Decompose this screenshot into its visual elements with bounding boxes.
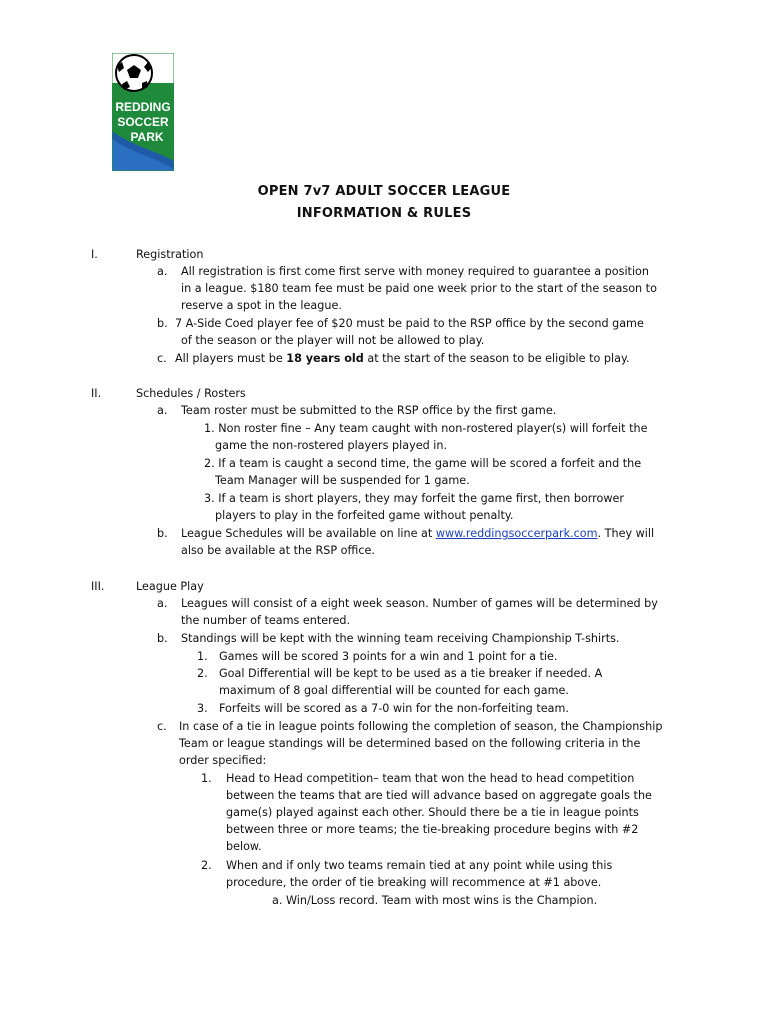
- rule-text: Team roster must be submitted to the RSP office by the first game.: [181, 404, 557, 417]
- document-title: OPEN 7v7 ADULT SOCCER LEAGUE: [257, 184, 511, 199]
- logo-graphic: [112, 53, 174, 171]
- item-marker: b.: [157, 317, 168, 330]
- rule-text: League Schedules will be available on line at www.reddingsoccerpark.com. They will: [181, 527, 655, 540]
- item-marker: 2.: [201, 859, 212, 872]
- item-marker: 1.: [197, 650, 208, 663]
- section-heading: League Play: [136, 580, 204, 593]
- item-marker: c.: [157, 352, 167, 365]
- item-marker: c.: [157, 720, 167, 733]
- section-heading: Schedules / Rosters: [136, 387, 246, 400]
- rule-text: below.: [226, 840, 262, 853]
- svg-text:PARK: PARK: [130, 130, 164, 144]
- rule-text: a. Win/Loss record. Team with most wins is the Champion.: [272, 894, 598, 907]
- rule-text: order specified:: [179, 754, 267, 767]
- svg-text:SOCCER: SOCCER: [117, 115, 169, 129]
- rule-text: Leagues will consist of a eight week season. Number of games will be determined by: [181, 597, 658, 610]
- item-marker: a.: [157, 404, 168, 417]
- rule-text: 1. Non roster fine – Any team caught with non-rostered player(s) will forfeit the: [204, 422, 648, 435]
- rule-text: 7 A-Side Coed player fee of $20 must be paid to the RSP office by the second game: [175, 317, 644, 330]
- soccer-ball-icon: [116, 55, 152, 91]
- section-heading: Registration: [136, 248, 204, 261]
- rule-text: When and if only two teams remain tied at any point while using this: [226, 859, 613, 872]
- rule-text: 2. If a team is caught a second time, the game will be scored a forfeit and the: [204, 457, 642, 470]
- rule-text: the number of teams entered.: [181, 614, 351, 627]
- rule-text: players to play in the forfeited game without penalty.: [215, 509, 514, 522]
- section-numeral: II.: [91, 387, 102, 400]
- section-numeral: III.: [91, 580, 105, 593]
- rule-text: maximum of 8 goal differential will be counted for each game.: [219, 684, 569, 697]
- age-requirement: 18 years old: [286, 352, 364, 365]
- item-marker: 1.: [201, 772, 212, 785]
- rule-text: reserve a spot in the league.: [181, 299, 342, 312]
- svg-text:REDDING: REDDING: [115, 100, 171, 114]
- rule-text: of the season or the player will not be allowed to play.: [181, 334, 485, 347]
- redding-soccer-park-logo: [112, 53, 174, 171]
- document-subtitle: INFORMATION & RULES: [296, 206, 472, 221]
- item-marker: b.: [157, 632, 168, 645]
- website-link[interactable]: www.reddingsoccerpark.com: [435, 527, 598, 540]
- rule-text: procedure, the order of tie breaking will recommence at #1 above.: [226, 876, 602, 889]
- rule-text: Team Manager will be suspended for 1 game.: [215, 474, 470, 487]
- rule-text: between three or more teams; the tie-breaking procedure begins with #2: [226, 823, 639, 836]
- item-marker: 2.: [197, 667, 208, 680]
- rule-text: in a league. $180 team fee must be paid one week prior to the start of the season to: [181, 282, 657, 295]
- rule-text: game(s) played against each other. Should there be a tie in league points: [226, 806, 639, 819]
- rule-text: All registration is first come first serve with money required to guarantee a position: [181, 265, 649, 278]
- rule-text: 3. If a team is short players, they may forfeit the game first, then borrower: [204, 492, 625, 505]
- rule-text: Team or league standings will be determined based on the following criteria in the: [179, 737, 641, 750]
- rule-text: Goal Differential will be kept to be used as a tie breaker if needed. A: [219, 667, 603, 680]
- rule-text: Forfeits will be scored as a 7-0 win for the non-forfeiting team.: [219, 702, 569, 715]
- rule-text: also be available at the RSP office.: [181, 544, 375, 557]
- item-marker: a.: [157, 597, 168, 610]
- rule-text: Head to Head competition– team that won the head to head competition: [226, 772, 635, 785]
- rule-text: In case of a tie in league points following the completion of season, the Championship: [179, 720, 663, 733]
- rule-text: All players must be 18 years old at the start of the season to be eligible to play.: [175, 352, 630, 365]
- rule-text: between the teams that are tied will advance based on aggregate goals the: [226, 789, 652, 802]
- item-marker: a.: [157, 265, 168, 278]
- rule-text: game the non-rostered players played in.: [215, 439, 447, 452]
- item-marker: 3.: [197, 702, 208, 715]
- section-numeral: I.: [91, 248, 98, 261]
- rule-text: Standings will be kept with the winning team receiving Championship T-shirts.: [181, 632, 620, 645]
- rule-text: Games will be scored 3 points for a win and 1 point for a tie.: [219, 650, 558, 663]
- item-marker: b.: [157, 527, 168, 540]
